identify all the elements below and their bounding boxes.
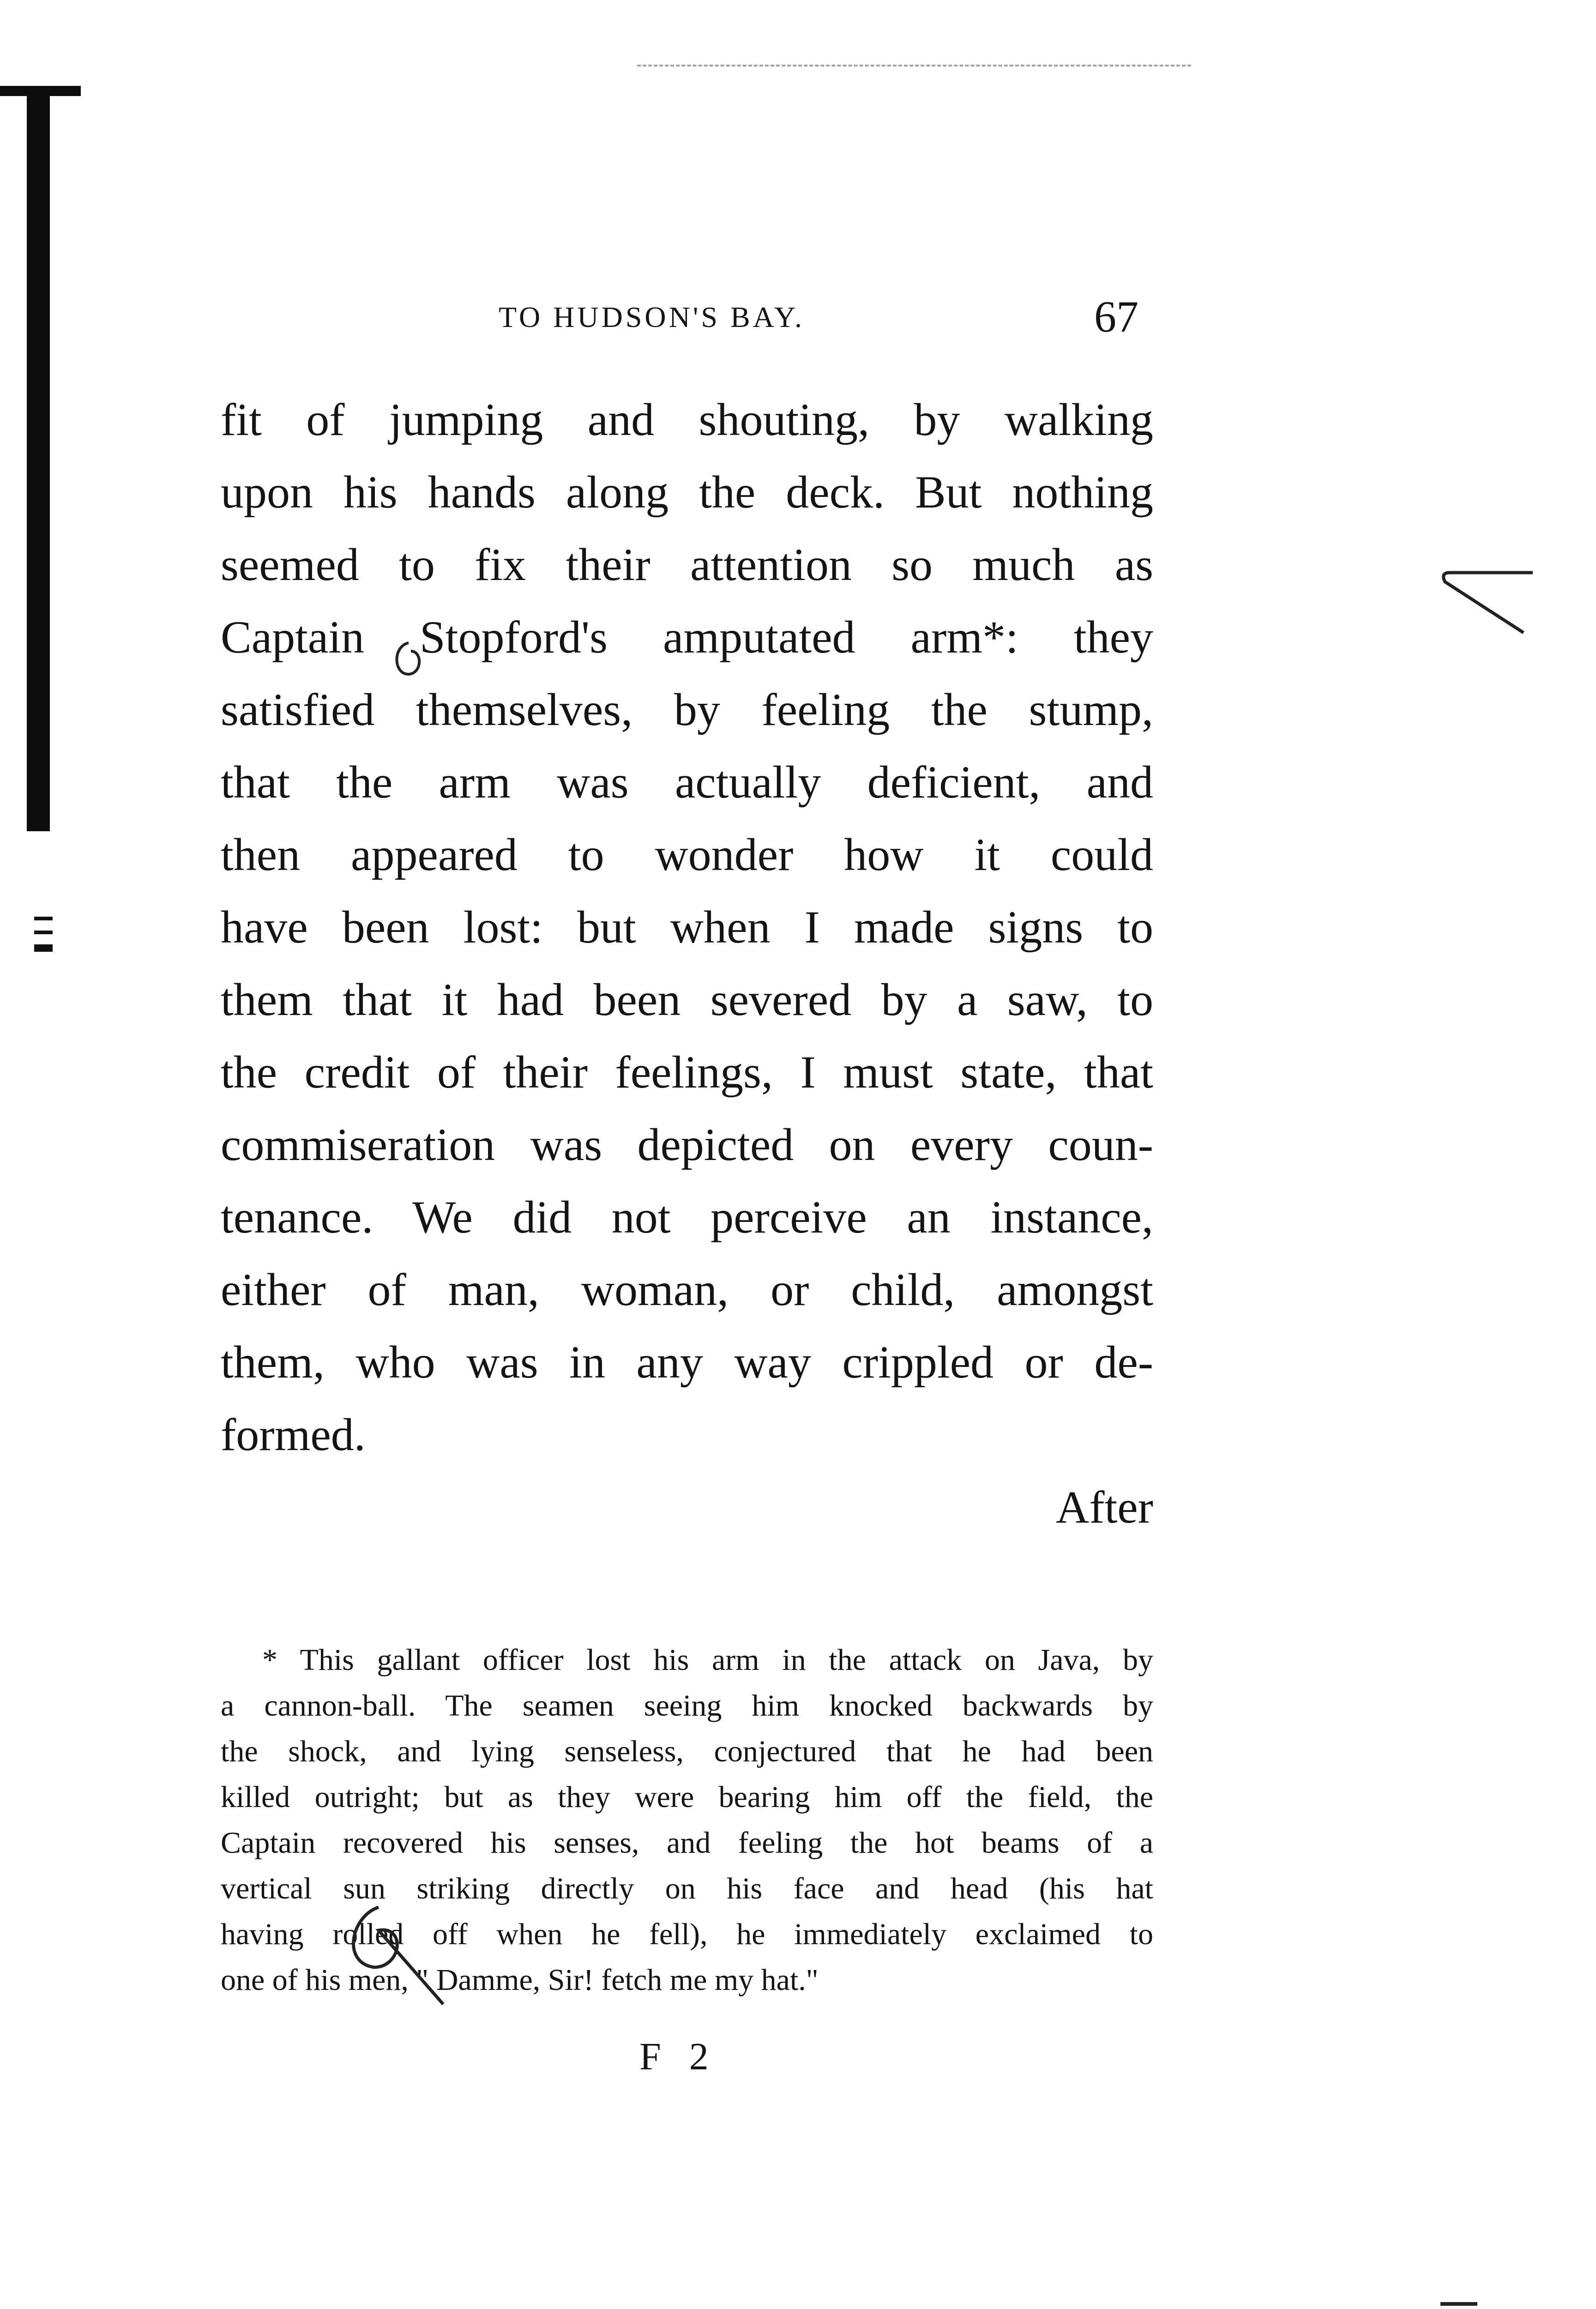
ink-mark [323,1898,480,2018]
body-line: formed. [221,1409,366,1460]
footnote-line: killed outright; but as they were bearing him off the field, the [221,1780,1153,1814]
scan-edge-ticks [34,917,53,962]
body-line: either of man, woman, or child, amongst [221,1264,1153,1315]
footnote-line: Captain recovered his senses, and feeling the hot beams of a [221,1826,1153,1860]
page-number: 67 [1094,292,1138,341]
body-line: satisfied themselves, by feeling the stump, [221,684,1153,735]
body-line: fit of jumping and shouting, by walking [221,394,1153,445]
body-line: the credit of their feelings, I must state, that [221,1046,1153,1098]
margin-pencil-mark [1431,545,1551,647]
body-line: have been lost: but when I made signs to [221,901,1153,953]
body-line: seemed to fix their attention so much as [221,539,1153,590]
body-text [221,383,1153,1543]
footnote-line: a cannon-ball. The seamen seeing him knocked backwards by [221,1689,1153,1723]
body-line: Captain Stopford's amputated arm*: they [221,611,1153,663]
scan-top-rule [637,65,1191,68]
body-line: them that it had been severed by a saw, to [221,974,1153,1025]
body-line: them, who was in any way crippled or de- [221,1336,1153,1388]
body-line: commiseration was depicted on every coun- [221,1119,1153,1170]
footnote-line: one of his men, " Damme, Sir! fetch me my hat." [221,1963,819,1997]
footnote-line: the shock, and lying senseless, conjectured that he had been [221,1735,1153,1768]
footnote-line: vertical sun striking directly on his face and head (his hat [221,1872,1153,1905]
body-line: upon his hands along the deck. But nothing [221,466,1153,518]
signature-mark: F 2 [639,2035,718,2078]
body-line: tenance. We did not perceive an instance, [221,1191,1153,1243]
scan-edge-bar [27,92,50,831]
ink-mark [383,637,434,688]
footnote-line: having rolled off when he fell), he immediately exclaimed to [221,1917,1153,1951]
body-line: that the arm was actually deficient, and [221,756,1153,808]
running-head: TO HUDSON'S BAY. [499,301,805,333]
catchword: After [1056,1481,1153,1533]
scan-bottom-mark [1440,2302,1477,2306]
footnote-line: * This gallant officer lost his arm in the attack on Java, by [262,1643,1153,1677]
body-line: then appeared to wonder how it could [221,829,1153,880]
